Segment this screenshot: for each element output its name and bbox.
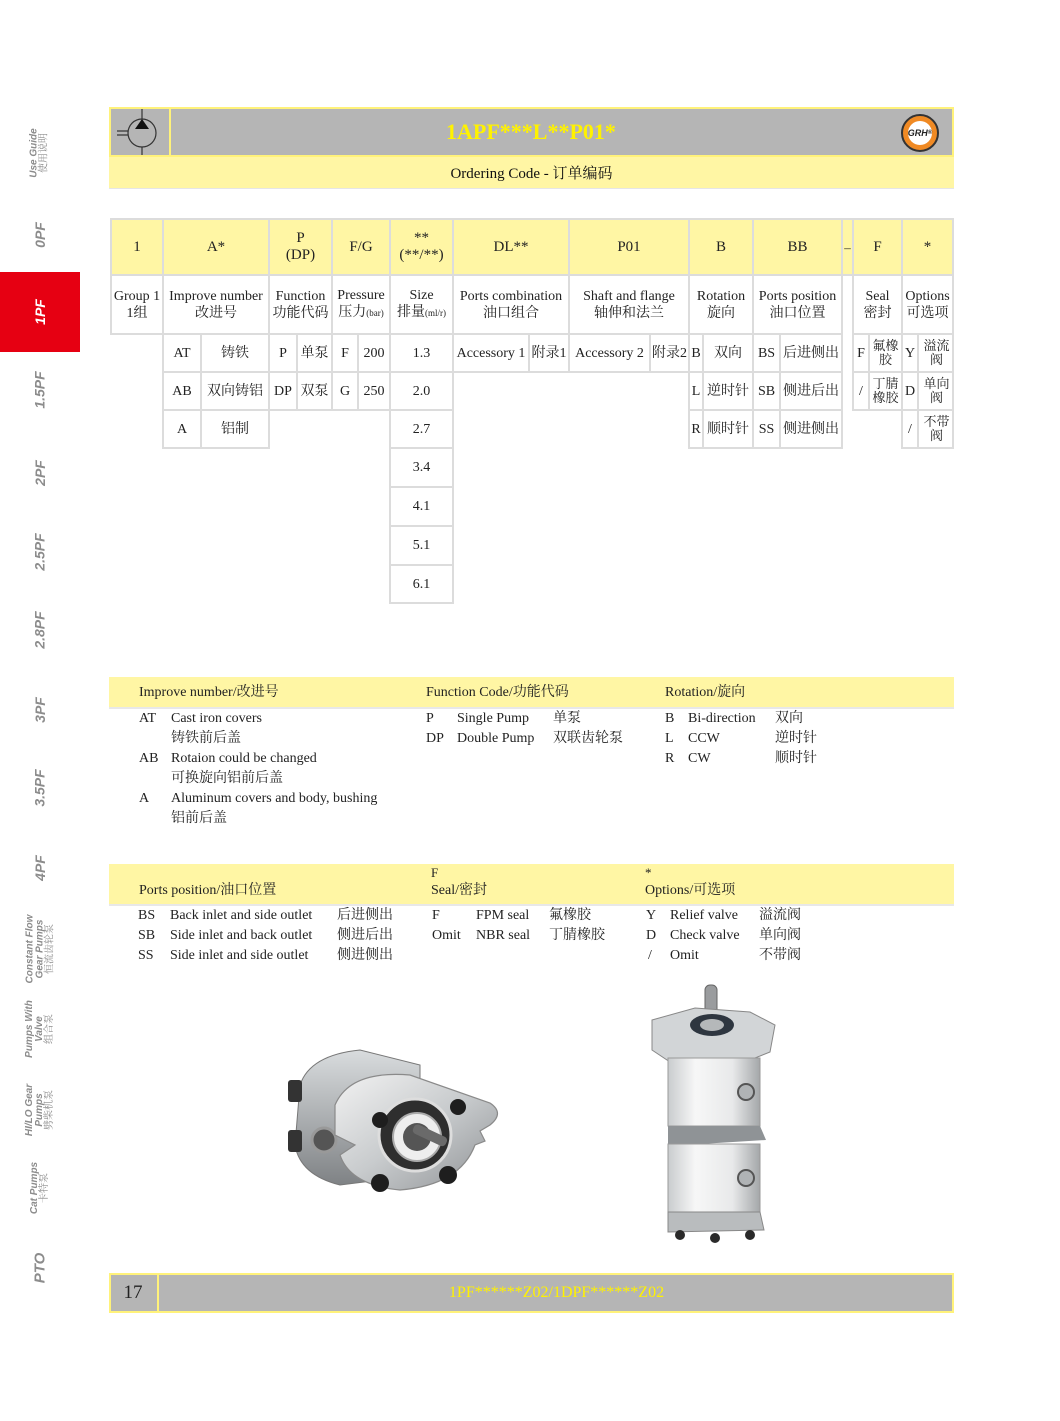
improve-zh: 铸铁: [200, 333, 270, 373]
size-value: 1.3: [389, 333, 454, 373]
legend-en: Omit: [670, 948, 699, 963]
single-pump-image: [280, 1025, 520, 1195]
sidebar-item-hilo-gear-pumps[interactable]: [0, 1070, 80, 1150]
sidebar-item-label-2: Valve: [34, 1016, 45, 1042]
legend-en: Double Pump: [457, 731, 535, 746]
code-text: **: [414, 230, 429, 246]
legend-zh: 可换旋向铝前后盖: [171, 771, 283, 786]
legend-en: Cast iron covers: [171, 711, 262, 726]
ports-position-code: SB: [752, 371, 781, 411]
legend-pre-options: *: [645, 865, 652, 880]
desc-en: Size: [409, 288, 434, 303]
sidebar-item-label: 3PF: [32, 697, 48, 723]
option-zh: 不带阀: [917, 409, 954, 449]
legend-zh: 双向: [775, 711, 803, 726]
rotation-code: L: [688, 371, 704, 411]
legend-title-ports: Ports position/油口位置: [139, 883, 277, 898]
desc-zh: 1组: [126, 305, 148, 321]
desc-en: Ports position: [758, 288, 837, 304]
sidebar-item-label: 3.5PF: [31, 769, 48, 807]
registered-mark: ®: [927, 130, 933, 136]
sidebar-item-label: HI/LO Gear: [24, 1083, 35, 1137]
sidebar-item-sublabel: 恒流齿轮泵: [43, 924, 55, 975]
legend-title-improve: Improve number/改进号: [139, 685, 279, 700]
sidebar-item-label: 2.8PF: [31, 611, 48, 649]
code-cell-seal: F: [852, 218, 903, 276]
function-code: P: [268, 333, 298, 373]
legend-zh: 单泵: [553, 711, 581, 726]
legend-code: R: [665, 751, 675, 766]
legend-zh: 丁腈橡胶: [549, 928, 605, 943]
desc-en: Options: [905, 288, 950, 304]
sidebar-item-4pf[interactable]: [0, 830, 80, 906]
ports-position-zh: 侧进侧出: [779, 409, 843, 449]
legend-pre-seal: F: [431, 865, 439, 880]
sidebar-item-label: Constant Flow: [23, 914, 35, 984]
size-value: 2.7: [389, 409, 454, 449]
legend-zh: 不带阀: [759, 948, 801, 963]
sidebar-item-label-2: Pumps: [34, 1093, 45, 1127]
shaft-flange-zh: 附录2: [649, 333, 690, 373]
desc-en: Seal: [865, 288, 890, 304]
legend-en: Side inlet and back outlet: [170, 928, 313, 943]
code-cell-function: [268, 218, 333, 276]
sidebar-item-cat-pumps[interactable]: [0, 1150, 80, 1226]
code-text-alt: (DP): [285, 247, 316, 263]
option-zh: 单向阀: [917, 371, 954, 411]
desc-en: Rotation: [696, 288, 746, 304]
legend-code: D: [646, 928, 657, 943]
ports-position-zh: 侧进后出: [779, 371, 843, 411]
code-cell-ports-position: BB: [752, 218, 843, 276]
shaft-flange-ref: Accessory 2: [568, 333, 651, 373]
sidebar-item-3pf[interactable]: [0, 672, 80, 748]
sidebar-item-pumps-with-valve[interactable]: [0, 992, 80, 1066]
sidebar-item-1pf[interactable]: [0, 272, 80, 352]
legend-zh: 单向阀: [759, 928, 801, 943]
legend-title-options: Options/可选项: [645, 883, 736, 898]
legend-code: BS: [138, 908, 156, 923]
legend-en: CCW: [688, 731, 720, 746]
legend-en: Relief valve: [670, 908, 739, 923]
desc-cell-ports-position: [752, 274, 843, 335]
sidebar-item-sublabel: 劈柴机泵: [44, 1090, 55, 1130]
option-code: /: [901, 409, 919, 449]
seal-zh: 丁腈橡胶: [868, 371, 903, 411]
desc-cell-size: [389, 274, 454, 335]
sidebar-item-sublabel: 组合泵: [44, 1014, 55, 1044]
legend-code: /: [648, 948, 652, 963]
desc-zh: 排量: [397, 305, 425, 320]
legend-en: Bi-direction: [688, 711, 756, 726]
code-text-alt: (**/**): [399, 247, 444, 263]
legend-zh: 铝前后盖: [171, 811, 227, 826]
desc-en: Group 1: [113, 288, 161, 304]
legend-zh: 侧进侧出: [337, 948, 393, 963]
sidebar-item-use-guide[interactable]: [0, 108, 80, 198]
improve-code: AB: [162, 371, 202, 411]
legend-en: NBR seal: [476, 928, 531, 943]
legend-code: DP: [426, 731, 444, 746]
pump-symbol-icon: [109, 107, 171, 157]
improve-zh: 双向铸铝: [200, 371, 270, 411]
function-zh: 单泵: [296, 333, 333, 373]
footer-model-code: 1PF******Z02/1DPF******Z02: [448, 1284, 665, 1301]
code-cell-dash: –: [841, 218, 854, 276]
code-cell-pressure: F/G: [331, 218, 391, 276]
pressure-value: 250: [357, 371, 391, 411]
desc-unit: (ml/r): [425, 308, 446, 318]
pressure-code: F: [331, 333, 359, 373]
sidebar-item-label: 2.5PF: [31, 533, 48, 571]
sidebar-item-2-8pf[interactable]: [0, 592, 80, 668]
seal-code: /: [852, 371, 870, 411]
sidebar-item-pto[interactable]: [0, 1230, 80, 1306]
sidebar-item-label: PTO: [30, 1252, 48, 1284]
size-value: 3.4: [389, 447, 454, 488]
function-code: DP: [268, 371, 298, 411]
legend-en: Back inlet and side outlet: [170, 908, 313, 923]
rotation-code: B: [688, 333, 704, 373]
rotation-zh: 双向: [702, 333, 754, 373]
desc-zh: 功能代码: [272, 305, 329, 321]
desc-en: Ports combination: [459, 288, 563, 304]
legend-zh: 后进侧出: [337, 908, 393, 923]
rotation-zh: 逆时针: [702, 371, 754, 411]
desc-zh: 旋向: [707, 305, 735, 321]
code-cell-options: *: [901, 218, 954, 276]
size-value: 5.1: [389, 525, 454, 566]
ports-position-code: BS: [752, 333, 781, 373]
legend-code: P: [426, 711, 434, 726]
desc-en: Improve number: [169, 288, 263, 304]
sidebar-item-label: 4PF: [32, 855, 48, 881]
legend-zh: 顺时针: [775, 751, 817, 766]
legend-en: FPM seal: [476, 908, 530, 923]
desc-zh: 密封: [863, 305, 892, 321]
desc-unit: (bar): [366, 308, 384, 318]
legend-en: CW: [688, 751, 711, 766]
desc-cell-options: [901, 274, 954, 335]
legend-title-seal: Seal/密封: [431, 883, 487, 898]
code-cell-ports-combination: DL**: [452, 218, 570, 276]
double-pump-image: [650, 980, 780, 1245]
sidebar-item-label-2: Gear Pumps: [33, 919, 45, 979]
pressure-code: G: [331, 371, 359, 411]
ports-position-zh: 后进侧出: [779, 333, 843, 373]
legend-zh: 溢流阀: [759, 908, 801, 923]
ports-combination-zh: 附录1: [528, 333, 570, 373]
pressure-value: 200: [357, 333, 391, 373]
sidebar-item-2-5pf[interactable]: [0, 514, 80, 590]
desc-en: Function: [275, 288, 326, 304]
sidebar-item-label: Pumps With: [24, 1000, 35, 1058]
code-cell-group: 1: [110, 218, 164, 276]
legend-code: B: [665, 711, 675, 726]
page-title: 1APF***L**P01*: [446, 119, 616, 144]
seal-code: F: [852, 333, 870, 373]
sidebar-item-2pf[interactable]: [0, 435, 80, 511]
desc-cell-function: [268, 274, 333, 335]
code-cell-shaft-flange: P01: [568, 218, 690, 276]
improve-code: A: [162, 409, 202, 449]
desc-cell-group: [110, 274, 164, 335]
legend-code: Y: [646, 908, 657, 923]
legend-code: AT: [139, 711, 157, 726]
sidebar-item-1-5pf[interactable]: [0, 352, 80, 428]
desc-zh: 压力: [338, 305, 367, 320]
size-value: 4.1: [389, 486, 454, 527]
sidebar-item-0pf[interactable]: [0, 200, 80, 270]
grh-logo: [901, 114, 939, 152]
rotation-code: R: [688, 409, 704, 449]
desc-zh: 改进号: [195, 305, 237, 321]
size-value: 2.0: [389, 371, 454, 411]
code-cell-improve: A*: [162, 218, 270, 276]
legend-code: A: [139, 791, 150, 806]
seal-zh: 氟橡胶: [868, 333, 903, 373]
rotation-zh: 顺时针: [702, 409, 754, 449]
legend-en: Rotaion could be changed: [171, 751, 317, 766]
legend-en: Side inlet and side outlet: [170, 948, 309, 963]
sidebar-item-label: Cat Pumps: [28, 1161, 40, 1215]
legend-title-rotation: Rotation/旋向: [665, 685, 746, 700]
sidebar-item-constant-flow[interactable]: [0, 906, 80, 992]
legend-zh: 铸铁前后盖: [171, 731, 241, 746]
logo-text: GRH: [907, 128, 928, 138]
desc-en: Shaft and flange: [583, 288, 675, 304]
sidebar-item-label: Use Guide: [29, 128, 40, 178]
sidebar-item-3-5pf[interactable]: [0, 750, 80, 826]
legend-code: SS: [138, 948, 154, 963]
legend-code: F: [432, 908, 440, 923]
page-number: 17: [109, 1273, 159, 1313]
legend-zh: 逆时针: [775, 731, 817, 746]
desc-zh: 可选项: [906, 305, 949, 321]
legend-code: AB: [139, 751, 159, 766]
sidebar-item-sublabel: 卡特泵: [38, 1173, 50, 1204]
desc-cell-pressure: [331, 274, 391, 335]
desc-zh: 油口位置: [769, 305, 826, 321]
ports-combination-ref: Accessory 1: [452, 333, 530, 373]
code-cell-rotation: B: [688, 218, 754, 276]
legend-code: SB: [138, 928, 156, 943]
sidebar-item-label: 2PF: [32, 460, 48, 486]
option-code: Y: [901, 333, 919, 373]
legend-code: L: [665, 731, 674, 746]
legend-code: Omit: [432, 928, 461, 943]
legend-zh: 侧进后出: [337, 928, 393, 943]
legend-zh: 氟橡胶: [549, 908, 591, 923]
ports-position-code: SS: [752, 409, 781, 449]
desc-cell-improve: [162, 274, 270, 335]
option-code: D: [901, 371, 919, 411]
option-zh: 溢流阀: [917, 333, 954, 373]
desc-cell-seal: [852, 274, 903, 335]
desc-zh: 轴伸和法兰: [594, 305, 664, 321]
sidebar-item-label: 1.5PF: [31, 371, 48, 409]
legend-en: Check valve: [670, 928, 740, 943]
sidebar-item-label: 1PF: [32, 299, 48, 325]
function-zh: 双泵: [296, 371, 333, 411]
desc-en: Pressure: [337, 288, 385, 303]
desc-cell-rotation: [688, 274, 754, 335]
desc-cell-ports-combination: [452, 274, 570, 335]
sidebar-item-sublabel: 使用说明: [39, 133, 50, 173]
legend-zh: 双联齿轮泵: [553, 731, 623, 746]
desc-cell-shaft-flange: [568, 274, 690, 335]
code-cell-size: [389, 218, 454, 276]
ordering-code-subtitle: Ordering Code - 订单编码: [109, 157, 954, 189]
improve-code: AT: [162, 333, 202, 373]
desc-zh: 油口组合: [483, 305, 539, 321]
code-text: P: [296, 230, 305, 246]
size-value: 6.1: [389, 564, 454, 604]
legend-en: Aluminum covers and body, bushing: [171, 791, 378, 806]
legend-title-function: Function Code/功能代码: [426, 685, 569, 700]
sidebar-item-label: 0PF: [32, 222, 48, 248]
improve-zh: 铝制: [200, 409, 270, 449]
legend-en: Single Pump: [457, 711, 529, 726]
